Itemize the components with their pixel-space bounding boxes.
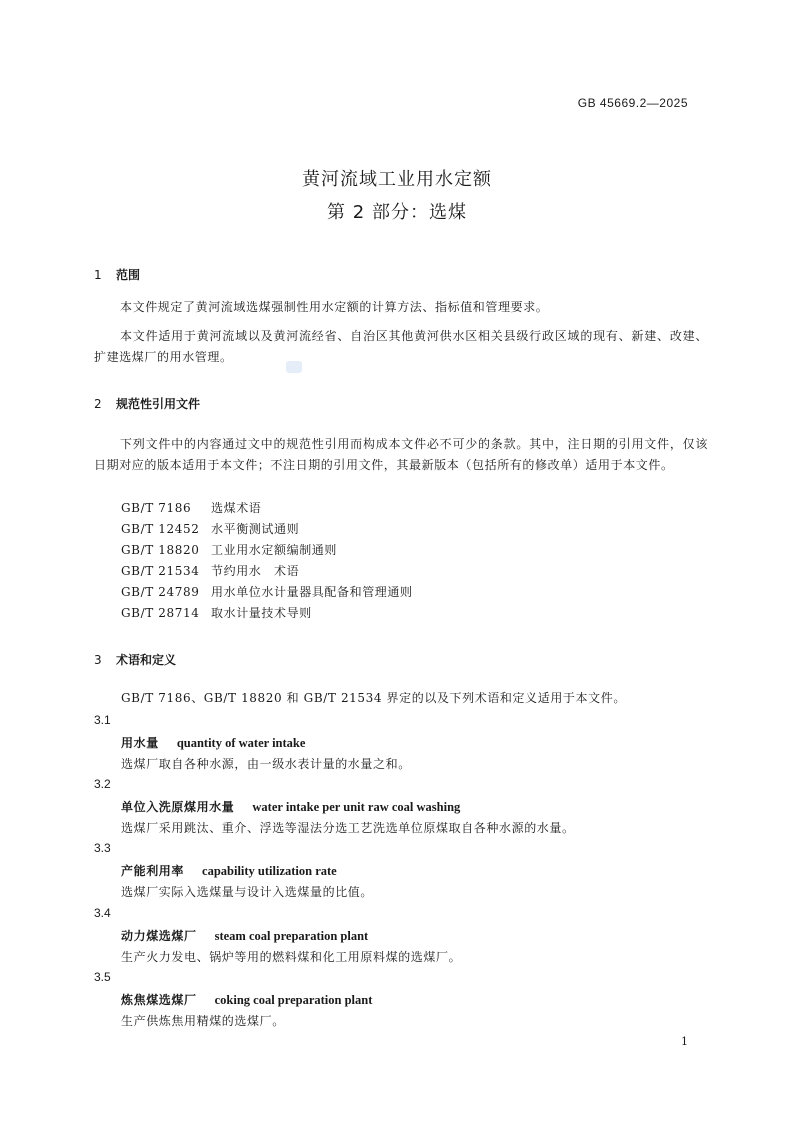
- term-heading: [121, 798, 460, 815]
- term-english: water intake per unit raw coal washing: [252, 800, 461, 814]
- section-number: 3: [94, 653, 102, 667]
- document-title: 黄河流域工业用水定额: [302, 169, 492, 190]
- reference-code: GB/T 12452: [121, 522, 200, 536]
- term-number: 3.2: [94, 777, 111, 791]
- watermark-logo: [286, 361, 302, 373]
- reference-item: [121, 520, 299, 537]
- reference-title: 工业用水定额编制通则: [211, 543, 338, 557]
- reference-title: 选煤术语: [211, 501, 262, 515]
- reference-code: GB/T 21534: [121, 564, 200, 578]
- term-definition: 生产火力发电、锅炉等用的燃料煤和化工用原料煤的选煤厂。: [121, 950, 462, 964]
- term-heading: [121, 991, 372, 1008]
- section-number: 2: [94, 397, 102, 411]
- reference-item: [121, 499, 261, 516]
- reference-item: [121, 562, 299, 579]
- term-heading: [121, 734, 305, 751]
- term-number: 3.3: [94, 841, 111, 855]
- term-english: coking coal preparation plant: [214, 993, 373, 1007]
- section-2-heading: [94, 395, 200, 412]
- term-chinese: 动力煤选煤厂: [121, 929, 197, 943]
- reference-title: 水平衡测试通则: [211, 522, 300, 536]
- term-number: 3.5: [94, 970, 111, 984]
- term-definition: 选煤厂实际入选煤量与设计入选煤量的比值。: [121, 885, 374, 899]
- reference-item: [121, 583, 413, 600]
- term-number: 3.4: [94, 906, 111, 920]
- term-heading: [121, 862, 337, 879]
- reference-title: 用水单位水计量器具配备和管理通则: [211, 585, 413, 599]
- term-chinese: 单位入洗原煤用水量: [121, 800, 235, 814]
- term-english: steam coal preparation plant: [214, 929, 369, 943]
- reference-code: GB/T 24789: [121, 585, 200, 599]
- term-definition: 选煤厂采用跳汰、重介、浮选等湿法分选工艺洗选单位原煤取自各种水源的水量。: [121, 821, 575, 835]
- section-number: 1: [94, 268, 102, 282]
- reference-item: [121, 604, 312, 621]
- section-title: 术语和定义: [116, 653, 177, 667]
- reference-title: 节约用水 术语: [211, 564, 300, 578]
- document-subtitle: 第 2 部分：选煤: [327, 202, 467, 223]
- term-chinese: 产能利用率: [121, 864, 185, 878]
- term-chinese: 炼焦煤选煤厂: [121, 993, 197, 1007]
- page-number: 1: [681, 1035, 688, 1048]
- standard-number: GB 45669.2—2025: [577, 96, 688, 110]
- section-3-heading: [94, 651, 176, 668]
- paragraph: GB/T 7186、GB/T 18820 和 GB/T 21534 界定的以及下列术语和定义适用于本文件。: [121, 691, 626, 705]
- term-definition: 选煤厂取自各种水源，由一级水表计量的水量之和。: [121, 757, 411, 771]
- term-english: capability utilization rate: [202, 864, 337, 878]
- reference-item: [121, 541, 337, 558]
- term-chinese: 用水量: [121, 736, 159, 750]
- term-english: quantity of water intake: [176, 736, 306, 750]
- term-number: 3.1: [94, 713, 111, 727]
- section-title: 范围: [116, 268, 141, 282]
- paragraph: 本文件适用于黄河流域以及黄河流经省、自治区其他黄河供水区相关县级行政区域的现有、新建、改建、扩建选煤厂的用水管理。: [94, 329, 708, 364]
- section-title: 规范性引用文件: [116, 397, 201, 411]
- reference-code: GB/T 28714: [121, 606, 200, 620]
- reference-code: GB/T 7186: [121, 501, 192, 515]
- paragraph: 本文件规定了黄河流域选煤强制性用水定额的计算方法、指标值和管理要求。: [120, 300, 549, 314]
- section-1-heading: [94, 266, 140, 283]
- reference-code: GB/T 18820: [121, 543, 200, 557]
- paragraph: 下列文件中的内容通过文中的规范性引用而构成本文件必不可少的条款。其中，注日期的引用文件，仅该日期对应的版本适用于本文件；不注日期的引用文件，其最新版本（包括所有的修改单）适用于本文件。: [94, 437, 708, 472]
- reference-title: 取水计量技术导则: [211, 606, 312, 620]
- term-heading: [121, 927, 368, 944]
- term-definition: 生产供炼焦用精煤的选煤厂。: [121, 1014, 285, 1028]
